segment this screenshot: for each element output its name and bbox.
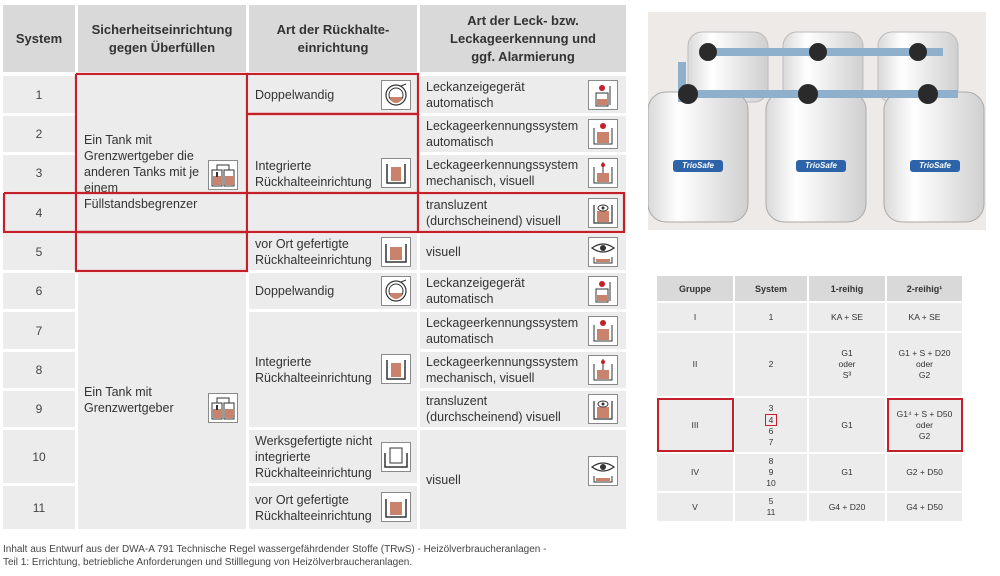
leak-text: Leckageerkennungssystem mechanisch, visuell xyxy=(426,355,579,385)
system-number: 7 xyxy=(3,312,75,349)
cell-text: 7 xyxy=(768,436,774,447)
cell-text: 1 xyxy=(768,311,774,322)
cell-text: V xyxy=(692,501,698,512)
alarm-device-icon xyxy=(588,355,618,385)
cell-text: 9 xyxy=(768,467,774,477)
retention-cell xyxy=(249,430,417,483)
group-cell xyxy=(887,303,962,331)
leak-cell xyxy=(420,430,626,529)
group-cell xyxy=(809,398,885,452)
brand-label: TrioSafe xyxy=(682,161,714,170)
leak-cell xyxy=(420,352,626,388)
cell-text: 5 xyxy=(768,496,774,506)
group-header: 1-reihig xyxy=(809,276,885,301)
group-header: 2-reihig¹ xyxy=(887,276,962,301)
retention-text: vor Ort gefertigte Rückhalteeinrichtung xyxy=(255,492,372,523)
safety-cell-group-b xyxy=(78,273,246,529)
cell-text: 3 xyxy=(768,402,774,413)
eye-visual-icon xyxy=(588,456,618,486)
brand-label: TrioSafe xyxy=(919,161,951,170)
retention-text: vor Ort gefertigte Rückhalteeinrichtung xyxy=(255,237,372,267)
cell-text: KA + SE xyxy=(831,311,863,322)
source-caption xyxy=(3,543,643,569)
leak-text: Leckageerkennungssystem mechanisch, visuell xyxy=(426,158,579,188)
highlight-outline xyxy=(0,0,640,280)
retention-text: Doppelwandig xyxy=(255,284,335,298)
cell-text: III xyxy=(691,419,699,430)
highlight-group-III xyxy=(657,398,734,452)
cell-text: G4 + D20 xyxy=(828,501,866,512)
group-cell xyxy=(809,333,885,396)
group-cell xyxy=(735,454,807,491)
cell-text: oder xyxy=(838,359,856,369)
retention-text: Werksgefertigte nicht integrierte Rückhalteeinrichtung xyxy=(255,433,373,480)
cell-text: KA + SE xyxy=(908,311,941,322)
group-header: System xyxy=(735,276,807,301)
leak-text: visuell xyxy=(426,472,461,487)
system-number: 6 xyxy=(3,273,75,309)
system-number: 8 xyxy=(3,352,75,388)
cell-text: 2 xyxy=(768,359,774,369)
cell-text: G1 + S + D20 xyxy=(898,348,951,358)
cell-text: G1 xyxy=(841,419,853,430)
header-safety: Sicherheitseinrichtung gegen Überfüllen xyxy=(78,5,246,72)
cell-text: S³ xyxy=(842,370,852,380)
group-cell xyxy=(809,493,885,521)
group-header: Gruppe xyxy=(657,276,733,301)
group-cell xyxy=(809,454,885,491)
cell-text: G2 xyxy=(918,370,931,380)
retention-text: Integrierte Rückhalteeinrichtung xyxy=(255,354,372,385)
retention-text: Integrierte Rückhalteeinrichtung xyxy=(255,158,372,189)
leak-text: transluzent (durchscheinend) visuell xyxy=(426,197,561,228)
group-cell xyxy=(657,303,733,331)
group-cell xyxy=(735,493,807,521)
tank-battery-photo xyxy=(648,12,986,230)
safety-text: Ein Tank mit Grenzwertgeber xyxy=(84,385,174,415)
cell-text: G2 + D50 xyxy=(906,467,943,477)
system-number: 10 xyxy=(3,430,75,483)
group-cell xyxy=(887,333,962,396)
retention-tray-icon xyxy=(381,492,411,522)
cell-text: 6 xyxy=(768,425,774,436)
cell-text: IV xyxy=(690,467,700,477)
cell-text: G1⁴ + S + D50 xyxy=(896,408,953,419)
leak-text: Leckageerkennungssystem automatisch xyxy=(426,119,579,149)
double-wall-tank-icon xyxy=(381,276,411,306)
cell-text: I xyxy=(693,311,697,322)
retention-text: Doppelwandig xyxy=(255,87,335,102)
header-retention: Art der Rückhalte-einrichtung xyxy=(249,5,417,72)
cell-text: oder xyxy=(915,359,933,369)
retention-tray-icon xyxy=(381,442,411,472)
system-number: 9 xyxy=(3,391,75,427)
cell-text: II xyxy=(692,359,698,369)
alarm-device-icon xyxy=(588,276,618,306)
leak-text: Leckanzeigegerät automatisch xyxy=(426,79,525,110)
group-cell xyxy=(735,398,807,452)
system-number: 1 xyxy=(3,76,75,113)
header-leak: Art der Leck- bzw. Leckageerkennung und ggf. Alarmierung xyxy=(420,5,626,72)
header-system: System xyxy=(3,5,75,72)
cell-text: G4 + D50 xyxy=(906,501,943,512)
leak-text: Leckanzeigegerät automatisch xyxy=(426,276,525,306)
cell-text: G1 xyxy=(841,348,853,358)
cell-text: 8 xyxy=(768,456,774,466)
group-cell xyxy=(887,454,962,491)
leak-text: visuell xyxy=(426,245,461,259)
group-cell xyxy=(887,493,962,521)
leak-cell xyxy=(420,391,626,427)
cell-text: 10 xyxy=(766,478,776,488)
system-number: 2 xyxy=(3,116,75,152)
system-number: 5 xyxy=(3,234,75,270)
highlight-zweireihig-III xyxy=(887,398,963,452)
brand-label: TrioSafe xyxy=(805,161,837,170)
group-cell xyxy=(657,333,733,396)
cell-text: 11 xyxy=(766,507,776,517)
alarm-device-icon xyxy=(588,316,618,346)
cell-text: oder xyxy=(915,419,933,430)
system-number: 3 xyxy=(3,155,75,191)
retention-tray-icon xyxy=(381,354,411,384)
retention-cell xyxy=(249,486,417,529)
group-cell xyxy=(657,454,733,491)
caption-line: Teil 1: Errichtung, betriebliche Anforderungen und Stilllegung von Heizölverbraucheranlagen. xyxy=(3,557,413,568)
highlighted-system-4: 4 xyxy=(765,414,778,426)
group-cell xyxy=(735,303,807,331)
group-cell xyxy=(657,493,733,521)
caption-line: Inhalt aus Entwurf aus der DWA-A 791 Technische Regel wassergefährdender Stoffe (TRwS) - Heizölverbraucheranlagen - xyxy=(3,544,547,555)
leak-text: Leckageerkennungssystem automatisch xyxy=(426,315,579,346)
leak-text: transluzent (durchscheinend) visuell xyxy=(426,394,561,424)
cell-text: G1 xyxy=(841,467,853,477)
translucent-tank-icon xyxy=(588,394,618,424)
leak-cell xyxy=(420,312,626,349)
group-cell xyxy=(809,303,885,331)
tank-with-level-sensor-icon xyxy=(208,393,238,423)
system-number: 4 xyxy=(3,194,75,231)
system-number: 11 xyxy=(3,486,75,529)
group-cell xyxy=(735,333,807,396)
retention-cell xyxy=(249,312,417,427)
safety-text: Ein Tank mit Grenzwertgeber die anderen Tanks mit je einem Füllstandsbegrenzer xyxy=(84,133,200,211)
cell-text: G2 xyxy=(918,430,931,441)
